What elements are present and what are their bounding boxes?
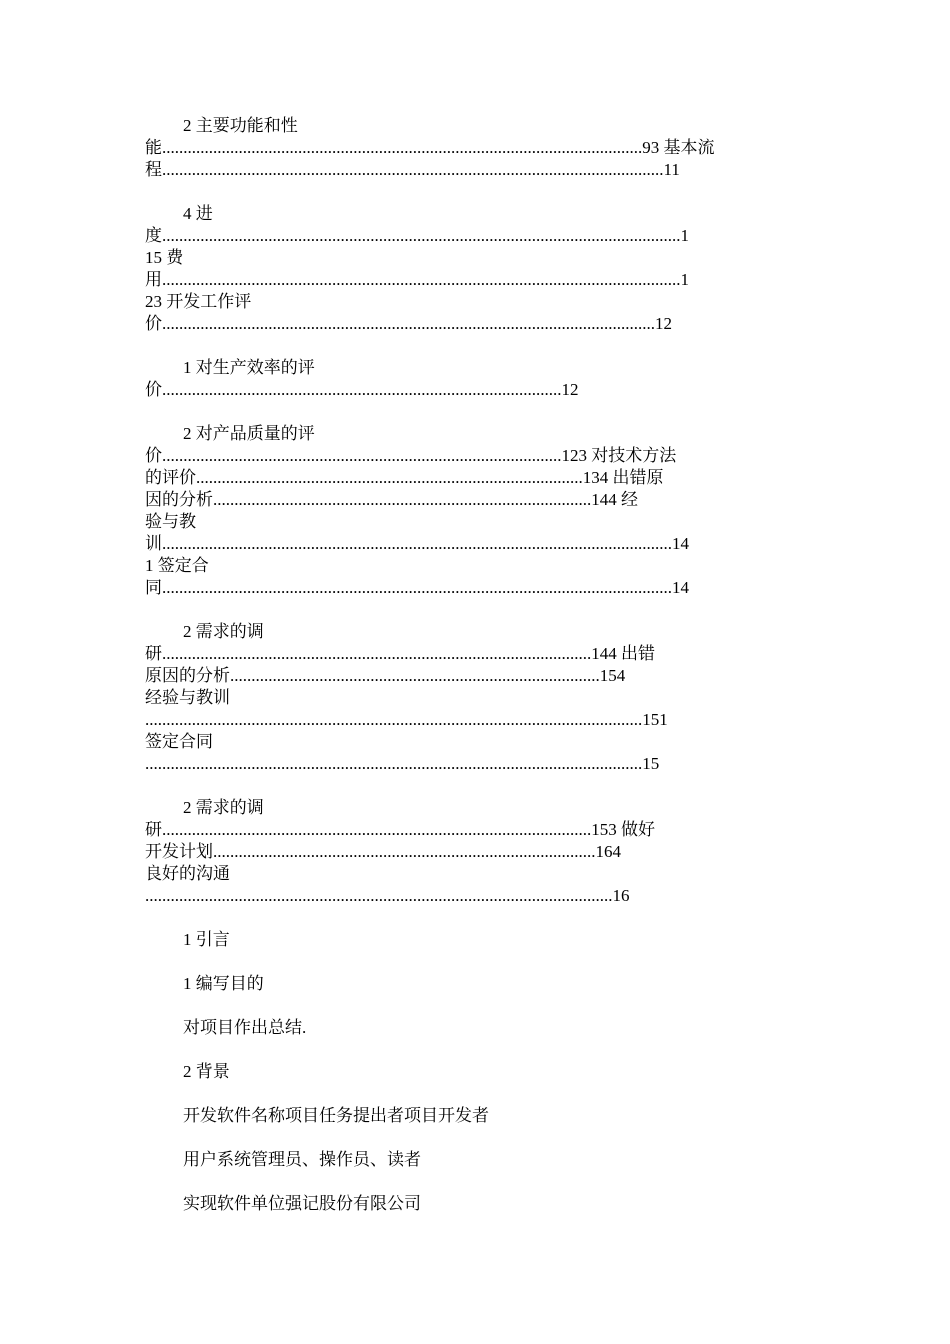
toc-line: 研.....................................................................................................144 出错 xyxy=(145,644,655,663)
toc-line: ..............................................................................................................16 xyxy=(145,886,630,905)
toc-line: 2 需求的调 xyxy=(183,798,264,817)
toc-line: 用..........................................................................................................................1 xyxy=(145,270,689,289)
paragraph-developer-unit xyxy=(145,1193,825,1215)
toc-line: 1 对生产效率的评 xyxy=(183,358,315,377)
document-body xyxy=(145,115,825,1215)
paragraph-text: 开发软件名称项目任务提出者项目开发者 xyxy=(183,1106,489,1125)
toc-line: 价..............................................................................................12 xyxy=(145,380,579,399)
toc-line: 4 进 xyxy=(183,204,213,223)
toc-line: 训........................................................................................................................14 xyxy=(145,534,689,553)
paragraph-text: 对项目作出总结. xyxy=(183,1018,307,1037)
toc-line: 验与教 xyxy=(145,512,196,531)
toc-line: 程......................................................................................................................11 xyxy=(145,160,680,179)
toc-line: 价....................................................................................................................12 xyxy=(145,314,672,333)
toc-line: 1 签定合 xyxy=(145,556,209,575)
toc-line: 原因的分析.......................................................................................154 xyxy=(145,666,626,685)
toc-line: 23 开发工作评 xyxy=(145,292,252,311)
toc-line: 能.................................................................................................................93 基本流 xyxy=(145,138,715,157)
heading-text: 2 背景 xyxy=(183,1062,230,1081)
heading-text: 1 引言 xyxy=(183,930,230,949)
toc-line: 开发计划..........................................................................................164 xyxy=(145,842,621,861)
toc-line: 同........................................................................................................................14 xyxy=(145,578,689,597)
paragraph-text: 用户系统管理员、操作员、读者 xyxy=(183,1150,421,1169)
toc-line: .....................................................................................................................151 xyxy=(145,710,668,729)
toc-entry-requirements-1 xyxy=(145,621,825,775)
toc-line: 15 费 xyxy=(145,248,184,267)
paragraph-users xyxy=(145,1149,825,1171)
toc-line: 因的分析.........................................................................................144 经 xyxy=(145,490,638,509)
toc-line: .....................................................................................................................15 xyxy=(145,754,660,773)
toc-line: 2 需求的调 xyxy=(183,622,264,641)
toc-line: 价..............................................................................................123 对技术方法 xyxy=(145,446,677,465)
paragraph-software-info xyxy=(145,1105,825,1127)
paragraph-text: 实现软件单位强记股份有限公司 xyxy=(183,1194,421,1213)
toc-entry-quality xyxy=(145,423,825,599)
toc-line: 2 主要功能和性 xyxy=(183,116,298,135)
toc-line: 研.....................................................................................................153 做好 xyxy=(145,820,655,839)
section-heading-purpose xyxy=(145,973,825,995)
toc-line: 经验与教训 xyxy=(145,688,230,707)
section-heading-introduction xyxy=(145,929,825,951)
toc-entry-schedule xyxy=(145,203,825,335)
toc-entry-requirements-2 xyxy=(145,797,825,907)
toc-entry-main-functions xyxy=(145,115,825,181)
toc-line: 良好的沟通 xyxy=(145,864,230,883)
paragraph-purpose xyxy=(145,1017,825,1039)
toc-line: 度..........................................................................................................................1 xyxy=(145,226,689,245)
toc-entry-productivity xyxy=(145,357,825,401)
toc-line: 的评价...........................................................................................134 出错原 xyxy=(145,468,664,487)
toc-line: 签定合同 xyxy=(145,732,213,751)
section-heading-background xyxy=(145,1061,825,1083)
heading-text: 1 编写目的 xyxy=(183,974,264,993)
toc-line: 2 对产品质量的评 xyxy=(183,424,315,443)
